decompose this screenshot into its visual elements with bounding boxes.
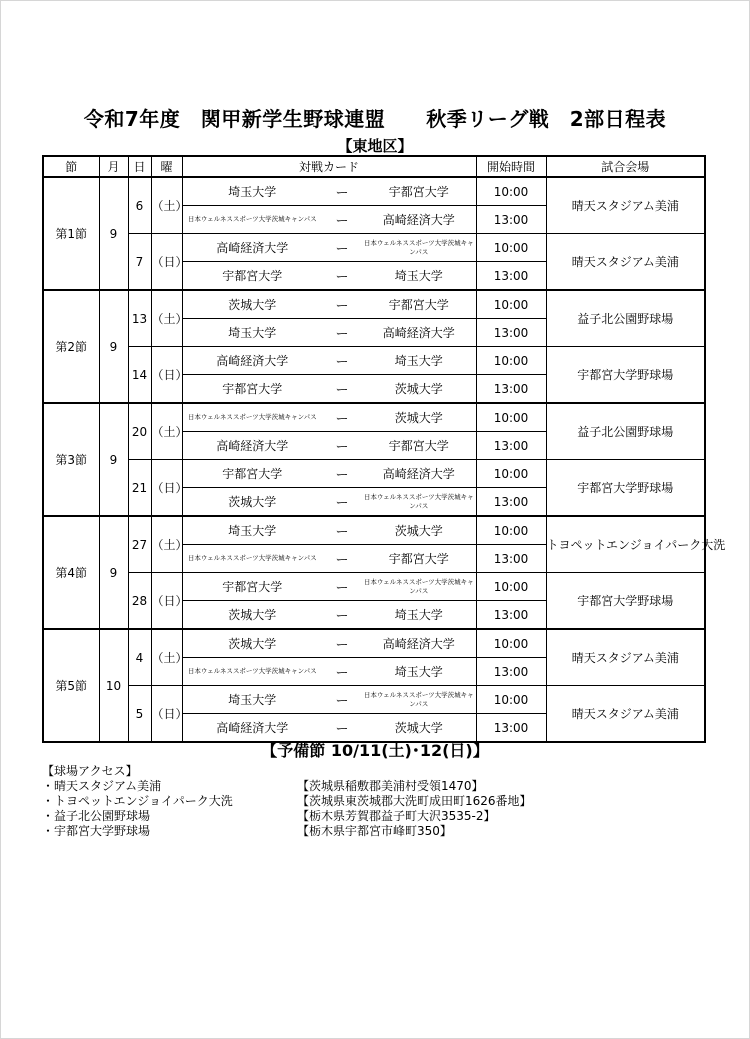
access-address: 【茨城県稲敷郡美浦村受領1470】 [297,779,484,793]
setsu-cell: 第4節 [43,516,99,629]
dow-cell: （土） [151,177,182,234]
table-row [43,234,705,262]
month-cell: 9 [99,516,128,629]
start-time: 10:00 [476,686,546,714]
vs-dash: ー [322,319,362,347]
table-row [43,347,705,375]
start-time: 13:00 [476,714,546,743]
table-row [43,403,705,432]
vs-dash: ー [322,488,362,517]
dow-cell: （日） [151,234,182,291]
home-team: 宇都宮大学 [182,262,322,291]
home-team: 高崎経済大学 [182,234,322,262]
dow-cell: （土） [151,403,182,460]
dow-cell: （土） [151,516,182,573]
table-header-row [43,156,705,177]
table-row [43,460,705,488]
reserve-week: 【予備節 10/11(土)･12(日)】 [261,741,489,760]
setsu-cell: 第3節 [43,403,99,516]
setsu-cell: 第1節 [43,177,99,290]
venue-cell: 益子北公園野球場 [546,290,705,347]
away-team: 茨城大学 [362,375,476,404]
home-team: 茨城大学 [182,488,322,517]
away-team: 茨城大学 [362,403,476,432]
venue-cell: 宇都宮大学野球場 [546,460,705,517]
home-team: 埼玉大学 [182,177,322,206]
start-time: 13:00 [476,375,546,404]
home-team: 日本ウェルネススポーツ大学茨城キャンパス [182,206,322,234]
start-time: 10:00 [476,177,546,206]
vs-dash: ー [322,714,362,743]
day-cell: 14 [128,347,151,404]
away-team: 茨城大学 [362,516,476,545]
vs-dash: ー [322,601,362,630]
access-item [42,779,702,794]
vs-dash: ー [322,403,362,432]
vs-dash: ー [322,206,362,234]
home-team: 埼玉大学 [182,686,322,714]
access-address: 【栃木県宇都宮市峰町350】 [297,824,452,838]
dow-cell: （土） [151,290,182,347]
start-time: 10:00 [476,234,546,262]
away-team: 宇都宮大学 [362,177,476,206]
table-row [43,686,705,714]
home-team: 高崎経済大学 [182,347,322,375]
vs-dash: ー [322,375,362,404]
table-row [43,290,705,319]
venue-cell: 宇都宮大学野球場 [546,573,705,630]
away-team: 宇都宮大学 [362,545,476,573]
vs-dash: ー [322,234,362,262]
day-cell: 13 [128,290,151,347]
start-time: 13:00 [476,206,546,234]
month-cell: 9 [99,403,128,516]
vs-dash: ー [322,262,362,291]
home-team: 宇都宮大学 [182,375,322,404]
start-time: 13:00 [476,432,546,460]
home-team: 日本ウェルネススポーツ大学茨城キャンパス [182,658,322,686]
venue-cell: 晴天スタジアム美浦 [546,686,705,743]
venue-access [42,764,702,839]
home-team: 埼玉大学 [182,319,322,347]
start-time: 13:00 [476,262,546,291]
start-time: 13:00 [476,488,546,517]
venue-cell: 晴天スタジアム美浦 [546,234,705,291]
access-item [42,809,702,824]
access-heading: 【球場アクセス】 [42,764,138,778]
schedule-table [42,155,726,743]
dow-cell: （日） [151,460,182,517]
setsu-cell: 第5節 [43,629,99,742]
away-team: 日本ウェルネススポーツ大学茨城キャンパス [362,234,476,262]
vs-dash: ー [322,629,362,658]
access-item [42,794,702,809]
home-team: 埼玉大学 [182,516,322,545]
home-team: 日本ウェルネススポーツ大学茨城キャンパス [182,403,322,432]
header-day: 日 [128,156,151,177]
page-title: 令和7年度 関甲新学生野球連盟 秋季リーグ戦 2部日程表 [83,107,667,131]
day-cell: 7 [128,234,151,291]
away-team: 日本ウェルネススポーツ大学茨城キャンパス [362,488,476,517]
header-matchup: 対戦カード [182,156,476,177]
away-team: 埼玉大学 [362,601,476,630]
start-time: 10:00 [476,629,546,658]
away-team: 埼玉大学 [362,347,476,375]
dow-cell: （日） [151,347,182,404]
venue-cell: 晴天スタジアム美浦 [546,177,705,234]
vs-dash: ー [322,516,362,545]
vs-dash: ー [322,545,362,573]
day-cell: 28 [128,573,151,630]
table-row [43,177,705,206]
home-team: 茨城大学 [182,290,322,319]
away-team: 高崎経済大学 [362,460,476,488]
start-time: 10:00 [476,403,546,432]
dow-cell: （日） [151,573,182,630]
home-team: 高崎経済大学 [182,714,322,743]
away-team: 茨城大学 [362,714,476,743]
setsu-cell: 第2節 [43,290,99,403]
away-team: 高崎経済大学 [362,206,476,234]
day-cell: 4 [128,629,151,686]
venue-cell: トヨペットエンジョイパーク大洗 [546,516,705,573]
away-team: 宇都宮大学 [362,432,476,460]
venue-cell: 益子北公園野球場 [546,403,705,460]
away-team: 高崎経済大学 [362,629,476,658]
day-cell: 5 [128,686,151,743]
access-venue-name: ・益子北公園野球場 [42,809,151,823]
header-venue: 試合会場 [546,156,705,177]
away-team: 埼玉大学 [362,658,476,686]
start-time: 10:00 [476,290,546,319]
home-team: 高崎経済大学 [182,432,322,460]
home-team: 宇都宮大学 [182,460,322,488]
access-venue-name: ・晴天スタジアム美浦 [42,779,162,793]
table-row [43,573,705,601]
day-cell: 6 [128,177,151,234]
away-team: 埼玉大学 [362,262,476,291]
access-address: 【栃木県芳賀郡益子町大沢3535-2】 [297,809,496,823]
start-time: 13:00 [476,601,546,630]
header-dow: 曜 [151,156,182,177]
access-address: 【茨城県東茨城郡大洗町成田町1626番地】 [297,794,532,808]
vs-dash: ー [322,177,362,206]
table-row [43,629,705,658]
vs-dash: ー [322,432,362,460]
away-team: 日本ウェルネススポーツ大学茨城キャンパス [362,573,476,601]
away-team: 日本ウェルネススポーツ大学茨城キャンパス [362,686,476,714]
month-cell: 9 [99,177,128,290]
venue-cell: 晴天スタジアム美浦 [546,629,705,686]
vs-dash: ー [322,290,362,319]
home-team: 茨城大学 [182,629,322,658]
start-time: 10:00 [476,460,546,488]
month-cell: 10 [99,629,128,742]
vs-dash: ー [322,460,362,488]
header-time: 開始時間 [476,156,546,177]
vs-dash: ー [322,573,362,601]
start-time: 13:00 [476,658,546,686]
start-time: 13:00 [476,319,546,347]
vs-dash: ー [322,658,362,686]
vs-dash: ー [322,347,362,375]
access-list [42,779,702,839]
home-team: 茨城大学 [182,601,322,630]
access-item [42,824,702,839]
month-cell: 9 [99,290,128,403]
start-time: 10:00 [476,573,546,601]
home-team: 宇都宮大学 [182,573,322,601]
access-venue-name: ・トヨペットエンジョイパーク大洗 [42,794,233,808]
dow-cell: （日） [151,686,182,743]
away-team: 宇都宮大学 [362,290,476,319]
venue-cell: 宇都宮大学野球場 [546,347,705,404]
header-month: 月 [99,156,128,177]
dow-cell: （土） [151,629,182,686]
schedule-body [43,177,726,742]
header-setsu: 節 [43,156,99,177]
region-label: 【東地区】 [337,137,413,155]
day-cell: 20 [128,403,151,460]
start-time: 10:00 [476,347,546,375]
access-venue-name: ・宇都宮大学野球場 [42,824,151,838]
day-cell: 27 [128,516,151,573]
start-time: 13:00 [476,545,546,573]
away-team: 高崎経済大学 [362,319,476,347]
table-row [43,516,705,545]
vs-dash: ー [322,686,362,714]
start-time: 10:00 [476,516,546,545]
home-team: 日本ウェルネススポーツ大学茨城キャンパス [182,545,322,573]
day-cell: 21 [128,460,151,517]
